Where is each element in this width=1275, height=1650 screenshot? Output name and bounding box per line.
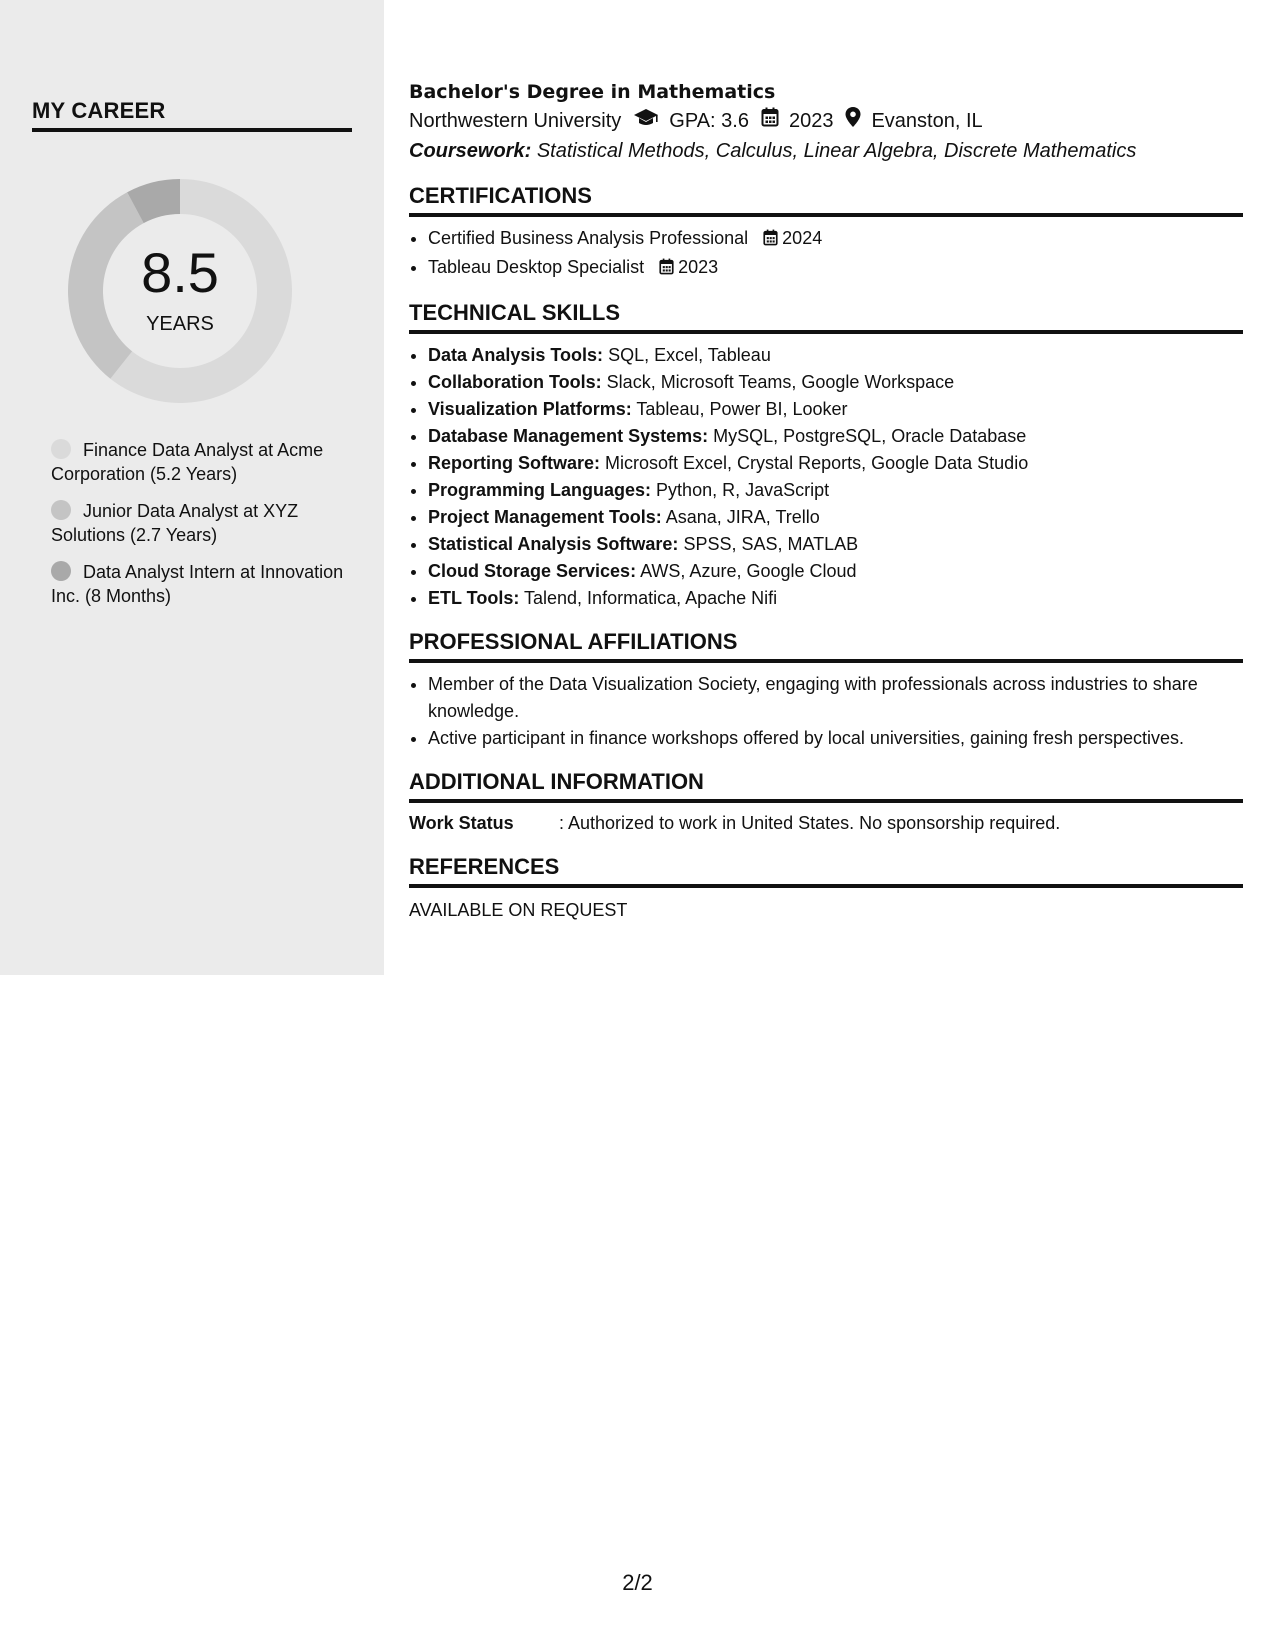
additional-info-heading: ADDITIONAL INFORMATION bbox=[409, 768, 1243, 803]
certification-item bbox=[428, 225, 1243, 254]
legend-item bbox=[51, 560, 351, 608]
skill-label: Statistical Analysis Software: bbox=[428, 534, 679, 554]
certification-name: Tableau Desktop Specialist bbox=[428, 257, 645, 277]
skill-item bbox=[428, 342, 1243, 369]
school-location: Evanston, IL bbox=[871, 110, 983, 132]
skill-item bbox=[428, 477, 1243, 504]
affiliation-item: • Member of the Data Visualization Society, engaging with professionals across industries to share knowledge. bbox=[428, 671, 1243, 725]
donut-center bbox=[66, 177, 294, 405]
skill-label: Collaboration Tools: bbox=[428, 372, 602, 392]
career-sidebar bbox=[0, 0, 384, 975]
affiliation-item: • Active participant in finance workshops offered by local universities, gaining fresh perspectives. bbox=[428, 725, 1243, 752]
skill-value: MySQL, PostgreSQL, Oracle Database bbox=[713, 426, 1027, 446]
legend-label: Junior Data Analyst at XYZ Solutions (2.7 Years) bbox=[51, 501, 299, 545]
references-heading: REFERENCES bbox=[409, 853, 1243, 888]
skill-item bbox=[428, 504, 1243, 531]
legend-item bbox=[51, 438, 351, 486]
skill-value: Tableau, Power BI, Looker bbox=[636, 399, 848, 419]
gpa: GPA: 3.6 bbox=[669, 110, 749, 132]
certification-year: 2024 bbox=[782, 228, 823, 248]
certifications-list bbox=[409, 225, 1243, 283]
certification-year: 2023 bbox=[678, 257, 719, 277]
skill-item bbox=[428, 531, 1243, 558]
affiliations-list bbox=[409, 671, 1243, 752]
page-number: 2/2 bbox=[622, 1570, 653, 1595]
skill-label: Project Management Tools: bbox=[428, 507, 662, 527]
legend-item bbox=[51, 499, 351, 547]
skill-label: Data Analysis Tools: bbox=[428, 345, 604, 365]
skill-item bbox=[428, 396, 1243, 423]
graduation-cap-icon bbox=[633, 106, 659, 136]
total-years-value: 8.5 bbox=[141, 241, 219, 304]
skill-label: ETL Tools: bbox=[428, 588, 520, 608]
career-legend bbox=[51, 438, 351, 621]
skill-value: SPSS, SAS, MATLAB bbox=[683, 534, 859, 554]
skill-item bbox=[428, 369, 1243, 396]
skill-value: Slack, Microsoft Teams, Google Workspace bbox=[606, 372, 955, 392]
graduation-year: 2023 bbox=[788, 110, 834, 132]
work-status-label: Work Status bbox=[409, 813, 514, 833]
affiliations-heading: PROFESSIONAL AFFILIATIONS bbox=[409, 628, 1243, 663]
skill-label: Reporting Software: bbox=[428, 453, 601, 473]
education-details bbox=[409, 106, 1243, 136]
skill-label: Programming Languages: bbox=[428, 480, 652, 500]
skill-value: AWS, Azure, Google Cloud bbox=[640, 561, 857, 581]
skill-label: Database Management Systems: bbox=[428, 426, 709, 446]
calendar-icon bbox=[761, 106, 779, 136]
skill-label: Cloud Storage Services: bbox=[428, 561, 637, 581]
calendar-icon bbox=[659, 256, 674, 283]
certification-item bbox=[428, 254, 1243, 283]
skill-value: Asana, JIRA, Trello bbox=[665, 507, 820, 527]
total-years-unit: YEARS bbox=[146, 313, 214, 335]
school-name: Northwestern University bbox=[409, 110, 622, 132]
skill-item bbox=[428, 585, 1243, 612]
coursework-label: Coursework: bbox=[409, 140, 532, 162]
coursework-list: Statistical Methods, Calculus, Linear Algebra, Discrete Mathematics bbox=[536, 140, 1137, 162]
references-text: AVAILABLE ON REQUEST bbox=[409, 900, 628, 920]
skill-value: Talend, Informatica, Apache Nifi bbox=[524, 588, 778, 608]
work-status-value: : Authorized to work in United States. No sponsorship required. bbox=[559, 813, 1061, 833]
skill-value: Microsoft Excel, Crystal Reports, Google Data Studio bbox=[605, 453, 1029, 473]
skill-item bbox=[428, 450, 1243, 477]
coursework bbox=[409, 136, 1243, 166]
work-status-row bbox=[409, 810, 1243, 837]
main-content bbox=[409, 78, 1243, 924]
skill-item bbox=[428, 558, 1243, 585]
location-pin-icon bbox=[845, 106, 861, 136]
legend-dot bbox=[51, 500, 71, 520]
skill-item bbox=[428, 423, 1243, 450]
skill-label: Visualization Platforms: bbox=[428, 399, 632, 419]
legend-dot bbox=[51, 439, 71, 459]
certification-name: Certified Business Analysis Professional bbox=[428, 228, 749, 248]
calendar-icon bbox=[763, 227, 778, 254]
career-donut-chart bbox=[66, 177, 294, 405]
certifications-heading: CERTIFICATIONS bbox=[409, 182, 1243, 217]
technical-skills-heading: TECHNICAL SKILLS bbox=[409, 299, 1243, 334]
skill-value: SQL, Excel, Tableau bbox=[608, 345, 771, 365]
technical-skills-list bbox=[409, 342, 1243, 612]
legend-label: Data Analyst Intern at Innovation Inc. (8 Months) bbox=[51, 562, 344, 606]
career-title: MY CAREER bbox=[32, 98, 352, 132]
degree-title: Bachelor's Degree in Mathematics bbox=[409, 81, 776, 103]
legend-dot bbox=[51, 561, 71, 581]
legend-label: Finance Data Analyst at Acme Corporation (5.2 Years) bbox=[51, 440, 324, 484]
skill-value: Python, R, JavaScript bbox=[656, 480, 830, 500]
